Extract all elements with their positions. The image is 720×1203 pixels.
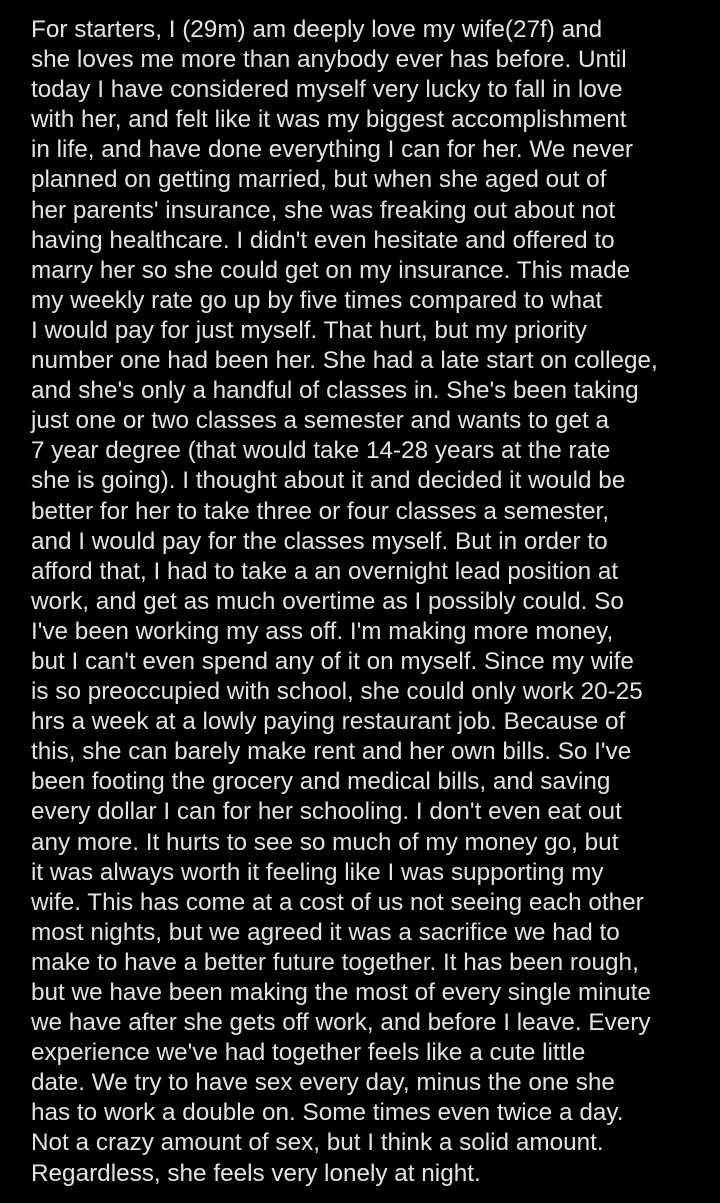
post-text-line: For starters, I (29m) am deeply love my wife(27f) and	[31, 16, 603, 43]
post-body-text	[31, 15, 711, 1189]
post-text-line: planned on getting married, but when she aged out of	[31, 166, 607, 194]
post-text-line: my weekly rate go up by five times compared to what	[31, 286, 603, 314]
post-text-line: I would pay for just myself. That hurt, but my priority	[31, 316, 587, 344]
post-text-line: just one or two classes a semester and wants to get a	[31, 407, 610, 435]
post-text-line: and I would pay for the classes myself. But in order to	[31, 527, 608, 555]
post-text-line: but I can't even spend any of it on myself. Since my wife	[31, 647, 634, 675]
post-text-line: her parents' insurance, she was freaking out about not	[31, 196, 616, 224]
post-text-line: she is going). I thought about it and decided it would be	[31, 467, 626, 495]
post-text-line: number one had been her. She had a late start on college,	[31, 347, 658, 375]
post-text-line: make to have a better future together. It has been rough,	[31, 948, 639, 976]
post-text-line: we have after she gets off work, and before I leave. Every	[31, 1009, 651, 1037]
post-text-line: in life, and have done everything I can for her. We never	[31, 136, 633, 164]
post-text-line: I've been working my ass off. I'm making more money,	[31, 617, 614, 645]
post-text-line: 7 year degree (that would take 14-28 years at the rate	[31, 437, 611, 465]
post-text-line: afford that, I had to take a an overnight lead position at	[31, 557, 619, 585]
post-text-line: any more. It hurts to see so much of my money go, but	[31, 828, 619, 856]
post-text-line: experience we've had together feels like a cute little	[31, 1039, 586, 1067]
post-text-line: is so preoccupied with school, she could only work 20-25	[31, 678, 643, 706]
post-text-line: marry her so she could get on my insurance. This made	[31, 256, 631, 284]
post-text-line: today I have considered myself very lucky to fall in love	[31, 76, 623, 104]
post-text-line: it was always worth it feeling like I was supporting my	[31, 858, 604, 886]
post-text-line: hrs a week at a lowly paying restaurant job. Because of	[31, 708, 626, 736]
post-text-line: every dollar I can for her schooling. I don't even eat out	[31, 798, 622, 826]
post-text-line: date. We try to have sex every day, minus the one she	[31, 1069, 615, 1097]
post-text-line: wife. This has come at a cost of us not seeing each other	[31, 888, 644, 916]
post-text-line: Regardless, she feels very lonely at night.	[31, 1159, 481, 1187]
post-text-line: and she's only a handful of classes in. She's been taking	[31, 377, 639, 405]
post-text-line: better for her to take three or four classes a semester,	[31, 497, 609, 525]
post-text-line: been footing the grocery and medical bills, and saving	[31, 768, 611, 796]
post-text-line: work, and get as much overtime as I possibly could. So	[31, 587, 624, 615]
post-text-line: having healthcare. I didn't even hesitate and offered to	[31, 226, 615, 254]
post-text-line: has to work a double on. Some times even twice a day.	[31, 1099, 624, 1127]
post-text-line: this, she can barely make rent and her own bills. So I've	[31, 738, 632, 766]
post-text-line: Not a crazy amount of sex, but I think a solid amount.	[31, 1129, 604, 1157]
post-text-line: she loves me more than anybody ever has before. Until	[31, 46, 627, 74]
post-text-line: most nights, but we agreed it was a sacrifice we had to	[31, 918, 620, 946]
post-text-line: with her, and felt like it was my biggest accomplishment	[31, 106, 627, 134]
post-text-line: but we have been making the most of every single minute	[31, 979, 651, 1006]
